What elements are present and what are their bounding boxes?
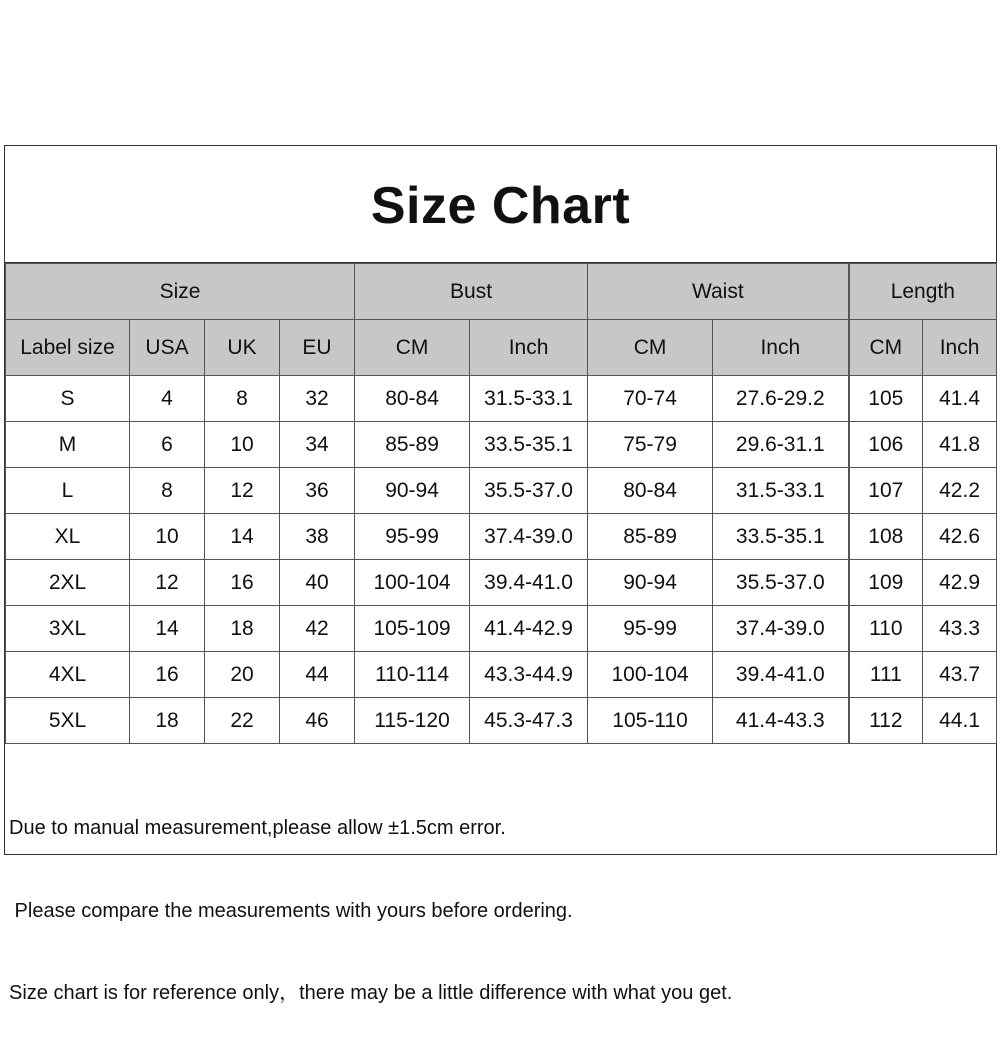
- table-cell: 8: [130, 468, 205, 514]
- table-row: [6, 560, 997, 606]
- col-waist-inch: Inch: [713, 320, 849, 376]
- table-cell: 31.5-33.1: [470, 376, 588, 422]
- col-waist-cm: CM: [588, 320, 713, 376]
- table-cell: 29.6-31.1: [713, 422, 849, 468]
- table-cell: 34: [280, 422, 355, 468]
- table-cell: 18: [205, 606, 280, 652]
- col-bust-inch: Inch: [470, 320, 588, 376]
- table-cell: 42: [280, 606, 355, 652]
- column-header-row: [6, 320, 997, 376]
- table-cell: 44.1: [923, 698, 997, 744]
- table-cell: 85-89: [355, 422, 470, 468]
- note-line: Due to manual measurement,please allow ±1.5cm error.: [9, 817, 506, 839]
- table-row: [6, 698, 997, 744]
- table-cell: 37.4-39.0: [470, 514, 588, 560]
- table-cell: 16: [130, 652, 205, 698]
- table-cell: 2XL: [6, 560, 130, 606]
- col-eu: EU: [280, 320, 355, 376]
- table-cell: 41.4-42.9: [470, 606, 588, 652]
- table-cell: 112: [849, 698, 923, 744]
- table-cell: 3XL: [6, 606, 130, 652]
- table-cell: 43.3-44.9: [470, 652, 588, 698]
- table-cell: 95-99: [355, 514, 470, 560]
- table-cell: 45.3-47.3: [470, 698, 588, 744]
- table-cell: 27.6-29.2: [713, 376, 849, 422]
- table-row: [6, 376, 997, 422]
- table-cell: 75-79: [588, 422, 713, 468]
- table-cell: 40: [280, 560, 355, 606]
- table-cell: 44: [280, 652, 355, 698]
- table-cell: 10: [130, 514, 205, 560]
- table-cell: 42.9: [923, 560, 997, 606]
- table-cell: 8: [205, 376, 280, 422]
- table-cell: 80-84: [588, 468, 713, 514]
- col-label-size: Label size: [6, 320, 130, 376]
- table-cell: 33.5-35.1: [713, 514, 849, 560]
- table-cell: 109: [849, 560, 923, 606]
- table-cell: 36: [280, 468, 355, 514]
- table-cell: 43.7: [923, 652, 997, 698]
- table-cell: 4: [130, 376, 205, 422]
- group-bust: Bust: [355, 264, 588, 320]
- table-cell: 10: [205, 422, 280, 468]
- col-uk: UK: [205, 320, 280, 376]
- table-cell: 5XL: [6, 698, 130, 744]
- table-cell: 41.4: [923, 376, 997, 422]
- col-length-inch: Inch: [923, 320, 997, 376]
- table-cell: 108: [849, 514, 923, 560]
- table-cell: 110-114: [355, 652, 470, 698]
- table-cell: 46: [280, 698, 355, 744]
- table-cell: 105-110: [588, 698, 713, 744]
- title-bar: [5, 146, 996, 263]
- table-cell: 20: [205, 652, 280, 698]
- table-cell: 18: [130, 698, 205, 744]
- col-length-cm: CM: [849, 320, 923, 376]
- col-usa: USA: [130, 320, 205, 376]
- group-length: Length: [849, 264, 997, 320]
- table-cell: 14: [130, 606, 205, 652]
- table-cell: 110: [849, 606, 923, 652]
- table-cell: XL: [6, 514, 130, 560]
- table-cell: 6: [130, 422, 205, 468]
- table-cell: 43.3: [923, 606, 997, 652]
- table-cell: 22: [205, 698, 280, 744]
- table-cell: 80-84: [355, 376, 470, 422]
- group-size: Size: [6, 264, 355, 320]
- table-cell: 12: [205, 468, 280, 514]
- group-header-row: [6, 264, 997, 320]
- table-cell: 100-104: [355, 560, 470, 606]
- table-cell: 115-120: [355, 698, 470, 744]
- notes: [5, 744, 996, 1063]
- table-row: [6, 422, 997, 468]
- table-cell: 35.5-37.0: [470, 468, 588, 514]
- table-cell: L: [6, 468, 130, 514]
- size-table: [5, 263, 997, 744]
- col-bust-cm: CM: [355, 320, 470, 376]
- table-cell: 35.5-37.0: [713, 560, 849, 606]
- table-cell: 41.8: [923, 422, 997, 468]
- table-cell: M: [6, 422, 130, 468]
- table-cell: 41.4-43.3: [713, 698, 849, 744]
- note-line: Size chart is for reference only，there may be a little difference with what you get.: [9, 982, 733, 1004]
- table-cell: 106: [849, 422, 923, 468]
- table-cell: 100-104: [588, 652, 713, 698]
- table-cell: 37.4-39.0: [713, 606, 849, 652]
- table-cell: 90-94: [355, 468, 470, 514]
- table-cell: 39.4-41.0: [470, 560, 588, 606]
- table-row: [6, 468, 997, 514]
- table-row: [6, 652, 997, 698]
- table-cell: 95-99: [588, 606, 713, 652]
- table-cell: 33.5-35.1: [470, 422, 588, 468]
- size-chart: [4, 145, 997, 1004]
- table-cell: 4XL: [6, 652, 130, 698]
- table-cell: 90-94: [588, 560, 713, 606]
- table-cell: 32: [280, 376, 355, 422]
- table-row: [6, 514, 997, 560]
- table-cell: 107: [849, 468, 923, 514]
- table-cell: 70-74: [588, 376, 713, 422]
- table-cell: 14: [205, 514, 280, 560]
- table-cell: 42.6: [923, 514, 997, 560]
- table-cell: 39.4-41.0: [713, 652, 849, 698]
- table-cell: 105: [849, 376, 923, 422]
- table-cell: 111: [849, 652, 923, 698]
- table-cell: S: [6, 376, 130, 422]
- table-body: [6, 376, 997, 744]
- table-cell: 38: [280, 514, 355, 560]
- table-cell: 85-89: [588, 514, 713, 560]
- chart-title: Size Chart: [370, 177, 631, 235]
- table-cell: 31.5-33.1: [713, 468, 849, 514]
- table-cell: 42.2: [923, 468, 997, 514]
- note-line: Please compare the measurements with yours before ordering.: [9, 899, 573, 922]
- table-cell: 105-109: [355, 606, 470, 652]
- table-cell: 12: [130, 560, 205, 606]
- table-cell: 16: [205, 560, 280, 606]
- group-waist: Waist: [588, 264, 849, 320]
- table-row: [6, 606, 997, 652]
